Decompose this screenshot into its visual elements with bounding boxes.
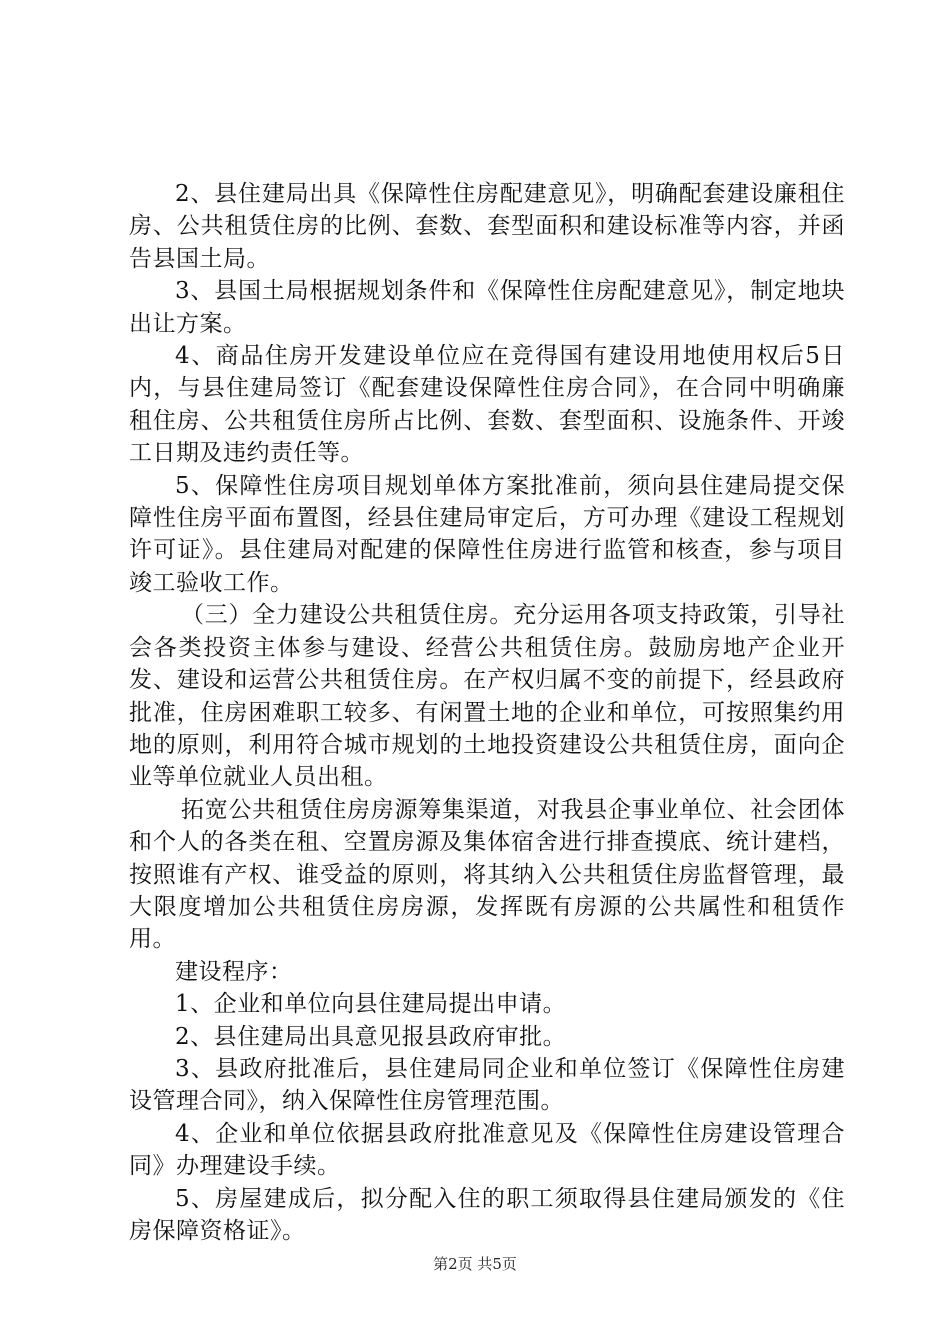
- document-body: [129, 178, 845, 1247]
- paragraph-1: 2、县住建局出具《保障性住房配建意见》，明确配套建设廉租住房、公共租赁住房的比例、套数、套型面积和建设标准等内容，并函告县国土局。: [129, 181, 845, 272]
- paragraph-2: 3、县国土局根据规划条件和《保障性住房配建意见》，制定地块出让方案。: [129, 278, 845, 337]
- paragraph-11: 4、企业和单位依据县政府批准意见及《保障性住房建设管理合同》办理建设手续。: [129, 1120, 845, 1180]
- paragraph-6: 拓宽公共租赁住房房源筹集渠道，对我县企事业单位、社会团体和个人的各类在租、空置房源及集体宿舍进行排查摸底、统计建档，按照谁有产权、谁受益的原则，将其纳入公共租赁住房监督管理，最大限度增加公共租赁住房房源，发挥既有房源的公共属性和租赁作用。: [129, 796, 845, 953]
- paragraph-3: 4、商品住房开发建设单位应在竞得国有建设用地使用权后5日内，与县住建局签订《配套建设保障性住房合同》，在合同中明确廉租住房、公共租赁住房所占比例、套数、套型面积、设施条件、开竣工日期及违约责任等。: [129, 343, 845, 467]
- paragraph-5: （三）全力建设公共租赁住房。充分运用各项支持政策，引导社会各类投资主体参与建设、经营公共租赁住房。鼓励房地产企业开发、建设和运营公共租赁住房。在产权归属不变的前提下，经县政府批准，住房困难职工较多、有闲置土地的企业和单位，可按照集约用地的原则，利用符合城市规划的土地投资建设公共租赁住房，面向企业等单位就业人员出租。: [129, 602, 845, 791]
- page-footer: 第2页 共5页: [433, 1255, 517, 1273]
- paragraph-10: 3、县政府批准后，县住建局同企业和单位签订《保障性住房建设管理合同》，纳入保障性住房管理范围。: [129, 1055, 845, 1115]
- paragraph-12: 5、房屋建成后，拟分配入住的职工须取得县住建局颁发的《住房保障资格证》。: [129, 1185, 845, 1244]
- paragraph-8: 1、企业和单位向县住建局提出申请。: [175, 991, 567, 1018]
- paragraph-4: 5、保障性住房项目规划单体方案批准前，须向县住建局提交保障性住房平面布置图，经县住建局审定后，方可办理《建设工程规划许可证》。县住建局对配建的保障性住房进行监管和核查，参与项目竣工验收工作。: [129, 472, 845, 596]
- paragraph-9: 2、县住建局出具意见报县政府审批。: [175, 1023, 567, 1050]
- paragraph-7: 建设程序：: [175, 958, 293, 985]
